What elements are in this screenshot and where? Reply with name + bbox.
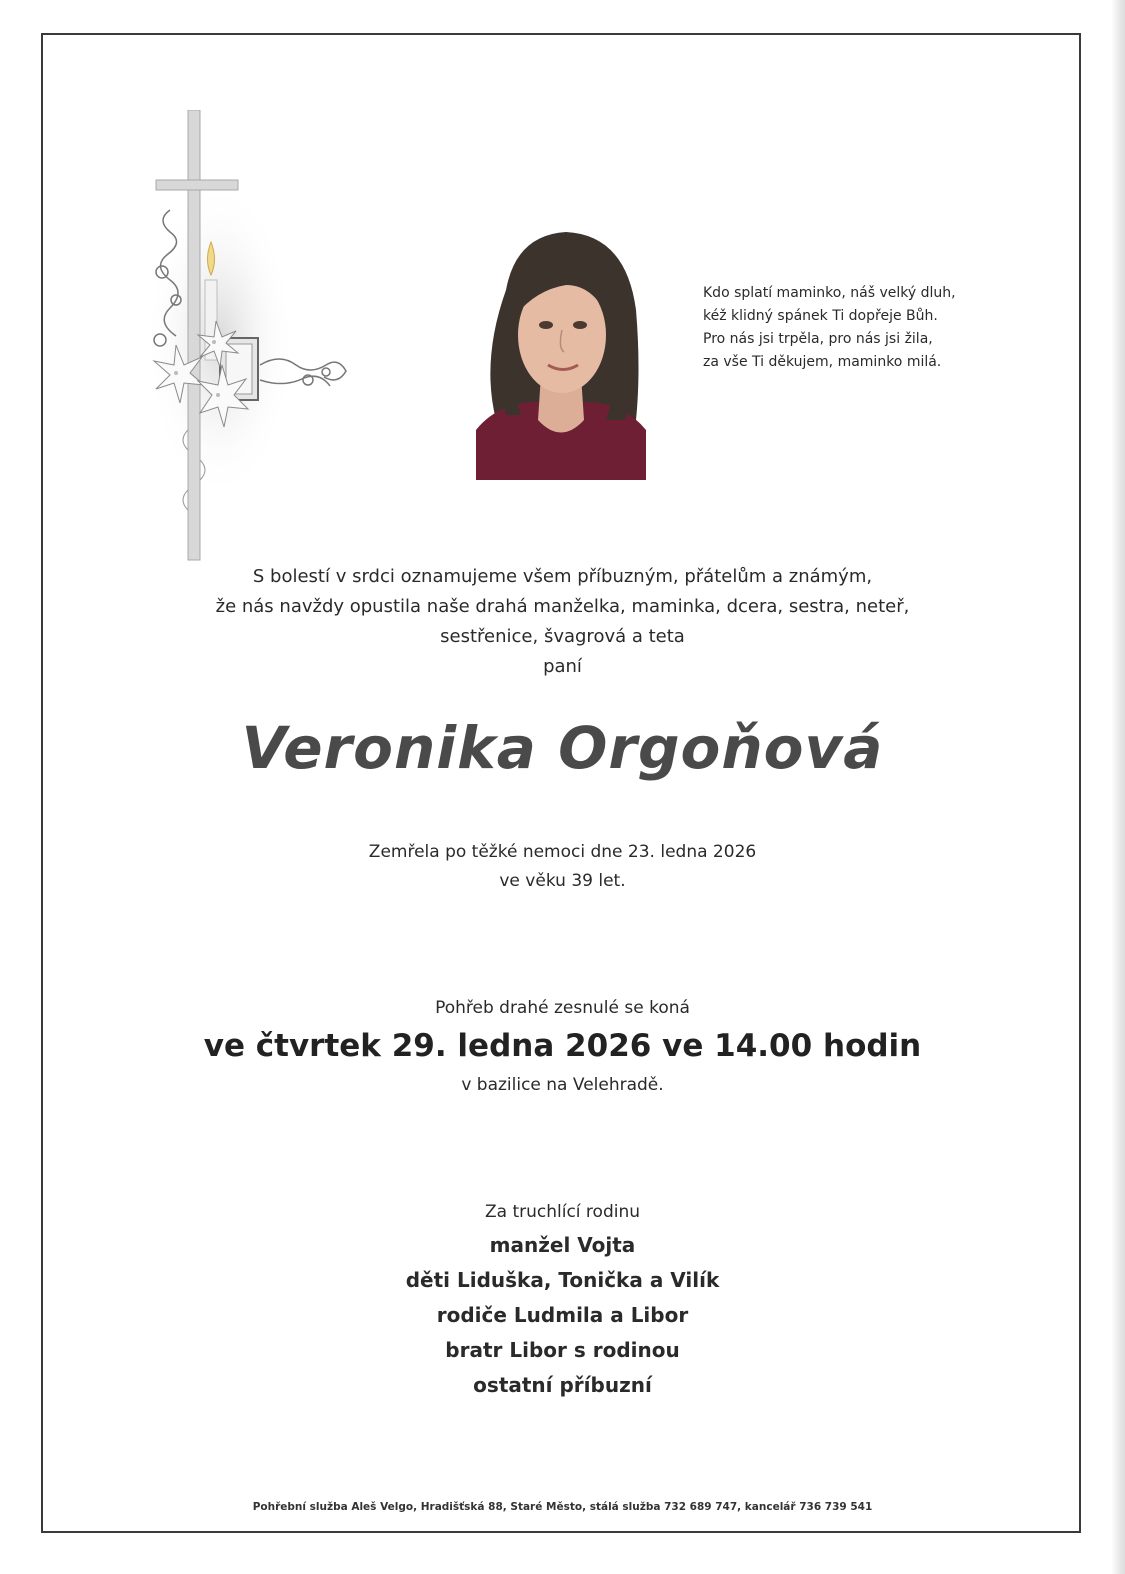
funeral-intro: Pohřeb drahé zesnulé se koná bbox=[435, 998, 690, 1018]
poem-line: kéž klidný spánek Ti dopřeje Bůh. bbox=[703, 308, 938, 324]
mourners-list bbox=[0, 1228, 1125, 1403]
mourners-intro: Za truchlící rodinu bbox=[484, 1202, 641, 1222]
poem bbox=[703, 282, 1003, 374]
mourner-line: ostatní příbuzní bbox=[473, 1373, 652, 1397]
deceased-name: Veronika Orgoňová bbox=[241, 714, 884, 782]
mourner-line: bratr Libor s rodinou bbox=[445, 1338, 680, 1362]
announcement-line: sestřenice, švagrová a teta bbox=[440, 626, 685, 647]
death-age-line: ve věku 39 let. bbox=[499, 871, 626, 891]
cross-candle-lily-ornament bbox=[140, 110, 350, 570]
poem-line: Pro nás jsi trpěla, pro nás jsi žila, bbox=[703, 331, 933, 347]
portrait-photo bbox=[476, 230, 646, 480]
mourner-line: manžel Vojta bbox=[489, 1233, 636, 1257]
death-info bbox=[0, 838, 1125, 896]
death-date-line: Zemřela po těžké nemoci dne 23. ledna 2026 bbox=[368, 842, 757, 862]
poem-line: Kdo splatí maminko, náš velký dluh, bbox=[703, 285, 956, 301]
funeral-place: v bazilice na Velehradě. bbox=[461, 1075, 664, 1095]
funeral-datetime: ve čtvrtek 29. ledna 2026 ve 14.00 hodin bbox=[203, 1028, 922, 1064]
funeral-service-footer: Pohřební služba Aleš Velgo, Hradišťská 88, Staré Město, stálá služba 732 689 747, kancelář 736 739 541 bbox=[252, 1501, 873, 1513]
announcement-line: paní bbox=[543, 656, 582, 677]
poem-line: za vše Ti děkujem, maminko milá. bbox=[703, 354, 942, 370]
announcement bbox=[0, 562, 1125, 682]
mourner-line: děti Liduška, Tonička a Vilík bbox=[405, 1268, 720, 1292]
announcement-line: S bolestí v srdci oznamujeme všem příbuzným, přátelům a známým, bbox=[252, 566, 873, 587]
mourner-line: rodiče Ludmila a Libor bbox=[436, 1303, 689, 1327]
announcement-line: že nás navždy opustila naše drahá manželka, maminka, dcera, sestra, neteř, bbox=[215, 596, 910, 617]
